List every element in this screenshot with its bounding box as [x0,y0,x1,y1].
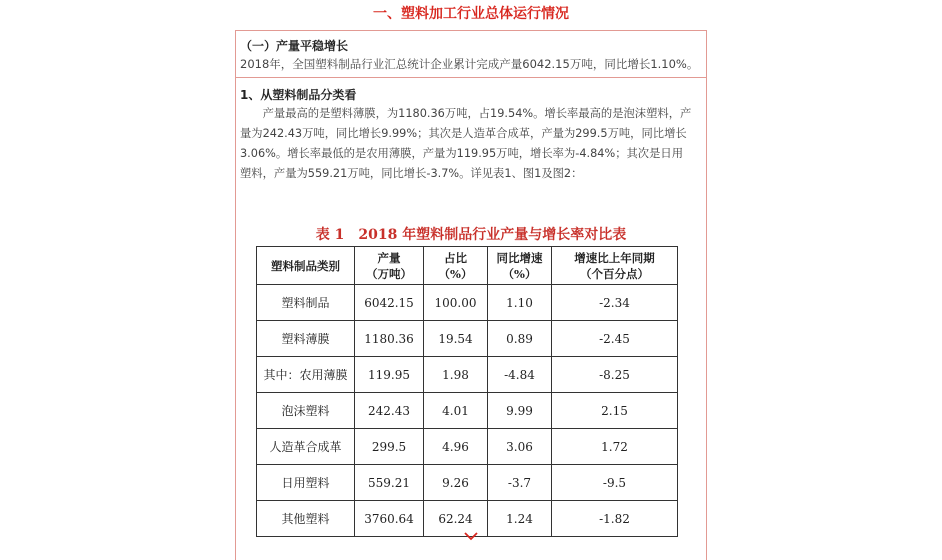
value-cell: 9.99 [488,393,552,429]
value-cell: -2.34 [552,285,678,321]
value-cell: 19.54 [424,321,488,357]
table-row [257,465,678,501]
header-yoy-growth [488,247,552,285]
value-cell: 1.98 [424,357,488,393]
paragraph-line: 塑料，产量为559.21万吨，同比增长-3.7%。详见表1、图1及图2： [240,167,583,180]
header-text: 增速比上年同期 [574,250,655,265]
category-paragraph [240,104,705,184]
value-cell: 62.24 [424,501,488,537]
paragraph-line: 量为242.43万吨，同比增长9.99%；其次是人造革合成革，产量为299.5万吨，同比增长 [240,127,687,140]
section-title: 一、塑料加工行业总体运行情况 [373,6,569,22]
category-cell: 泡沫塑料 [257,393,355,429]
table-row [257,285,678,321]
header-category [257,247,355,285]
value-cell: -3.7 [488,465,552,501]
table-row [257,429,678,465]
chevron-down-icon[interactable] [463,530,479,542]
category-cell: 日用塑料 [257,465,355,501]
header-unit: （%） [502,266,537,281]
section-divider [235,77,707,78]
value-cell: 559.21 [355,465,424,501]
value-cell: 1.10 [488,285,552,321]
table-row [257,321,678,357]
value-cell: 1180.36 [355,321,424,357]
table-title: 表 1 2018 年塑料制品行业产量与增长率对比表 [315,227,627,243]
value-cell: 1.24 [488,501,552,537]
table-row [257,393,678,429]
header-text: 塑料制品类别 [271,258,340,273]
value-cell: 9.26 [424,465,488,501]
header-growth-change [552,247,678,285]
category-cell: 其他塑料 [257,501,355,537]
value-cell: 6042.15 [355,285,424,321]
header-unit: （万吨） [366,266,412,281]
value-cell: 4.01 [424,393,488,429]
header-unit: （%） [438,266,473,281]
value-cell: 4.96 [424,429,488,465]
value-cell: 100.00 [424,285,488,321]
table-row [257,357,678,393]
header-unit: （个百分点） [580,266,649,281]
category-cell: 人造革合成革 [257,429,355,465]
header-text: 占比 [444,250,467,265]
output-growth-table [256,246,678,537]
value-cell: -2.45 [552,321,678,357]
paragraph-line: 3.06%。增长率最低的是农用薄膜，产量为119.95万吨，增长率为-4.84%；其次是日用 [240,147,683,160]
category-cell: 塑料薄膜 [257,321,355,357]
value-cell: 119.95 [355,357,424,393]
header-text: 产量 [377,250,401,265]
value-cell: -4.84 [488,357,552,393]
header-output [355,247,424,285]
table-body [257,285,678,537]
value-cell: 1.72 [552,429,678,465]
header-text: 同比增速 [496,250,543,265]
value-cell: -9.5 [552,465,678,501]
value-cell: 2.15 [552,393,678,429]
subsection-heading-category: 1、从塑料制品分类看 [240,88,357,102]
value-cell: 3760.64 [355,501,424,537]
subsection-heading-output: （一）产量平稳增长 [240,39,349,53]
value-cell: 3.06 [488,429,552,465]
category-cell: 其中：农用薄膜 [257,357,355,393]
value-cell: 242.43 [355,393,424,429]
value-cell: -1.82 [552,501,678,537]
value-cell: 0.89 [488,321,552,357]
category-cell: 塑料制品 [257,285,355,321]
table-header-row [257,247,678,285]
paragraph-line: 产量最高的是塑料薄膜，为1180.36万吨，占19.54%。增长率最高的是泡沫塑料，产 [240,107,692,120]
value-cell: 299.5 [355,429,424,465]
value-cell: -8.25 [552,357,678,393]
header-share [424,247,488,285]
output-summary-text: 2018年，全国塑料制品行业汇总统计企业累计完成产量6042.15万吨，同比增长1.10%。 [240,57,699,71]
